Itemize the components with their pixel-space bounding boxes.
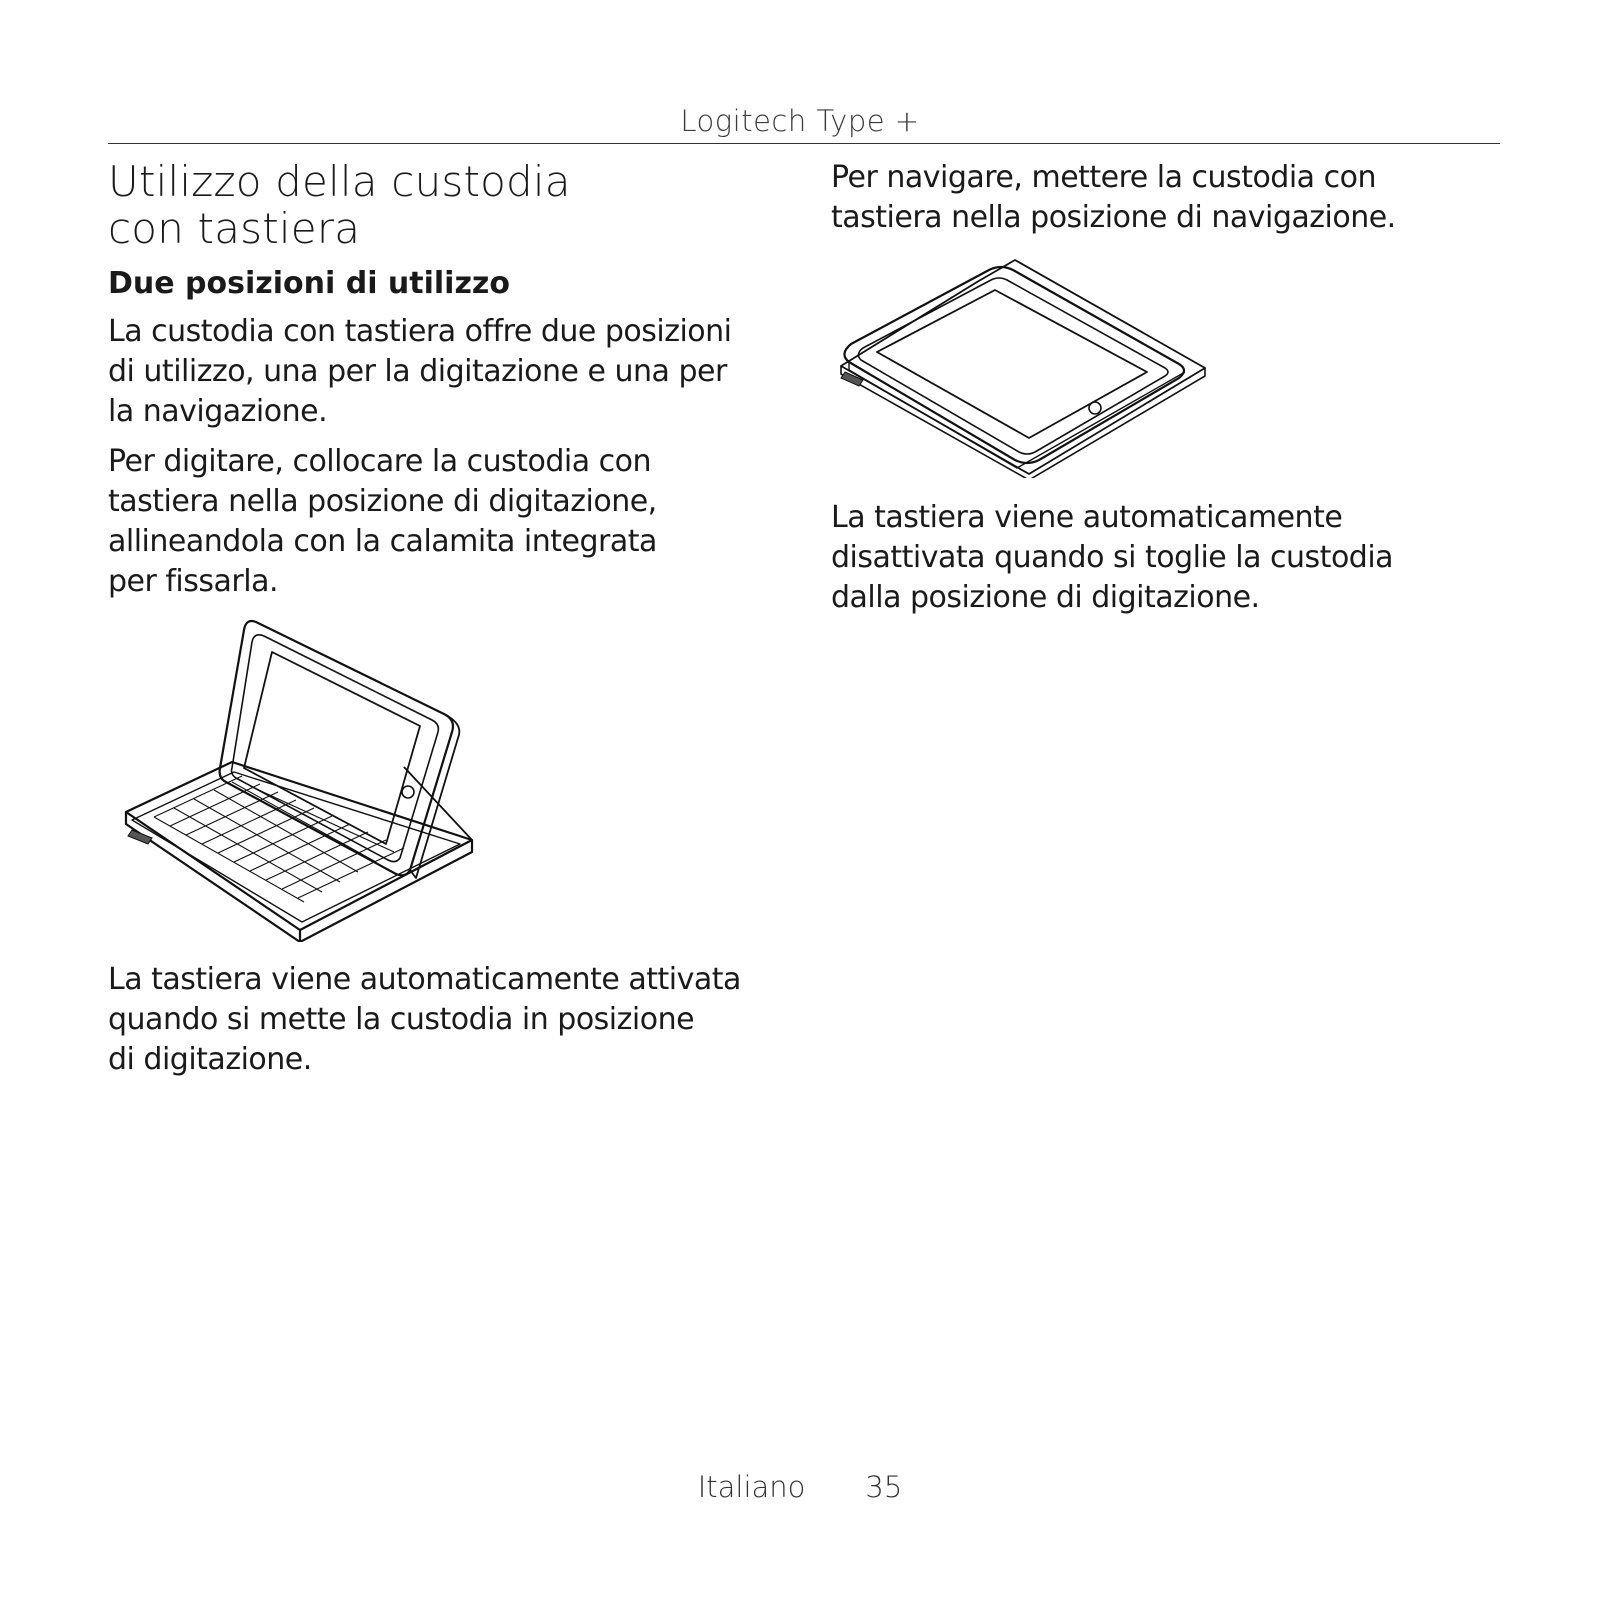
section-title-line-2: con tastiera (108, 204, 361, 253)
page-number: 35 (865, 1470, 903, 1504)
header-rule (108, 143, 1500, 144)
footer-language: Italiano (697, 1470, 806, 1504)
browsing-instructions-paragraph: Per navigare, mettere la custodia con tastiera nella posizione di navigazione. (831, 160, 1396, 235)
header-title: Logitech Type + (680, 104, 920, 138)
left-column (108, 158, 788, 1090)
tablet-case-browsing-illustration (829, 248, 1209, 478)
activation-paragraph: La tastiera viene automaticamente attivata quando si mette la custodia in posizione di digitazione. (108, 962, 741, 1077)
section-title (108, 158, 788, 252)
right-column (831, 158, 1471, 628)
page-footer (0, 1470, 1600, 1504)
intro-paragraph: La custodia con tastiera offre due posizioni di utilizzo, una per la digitazione e una per la navigazione. (108, 314, 732, 429)
typing-instructions-paragraph: Per digitare, collocare la custodia con tastiera nella posizione di digitazione, allineandola con la calamita integrata per fissarla. (108, 444, 657, 599)
tablet-keyboard-typing-illustration (114, 612, 484, 942)
subheading: Due posizioni di utilizzo (108, 266, 510, 301)
deactivation-paragraph: La tastiera viene automaticamente disattivata quando si toglie la custodia dalla posizione di digitazione. (831, 500, 1394, 615)
section-title-line-1: Utilizzo della custodia (108, 157, 571, 206)
